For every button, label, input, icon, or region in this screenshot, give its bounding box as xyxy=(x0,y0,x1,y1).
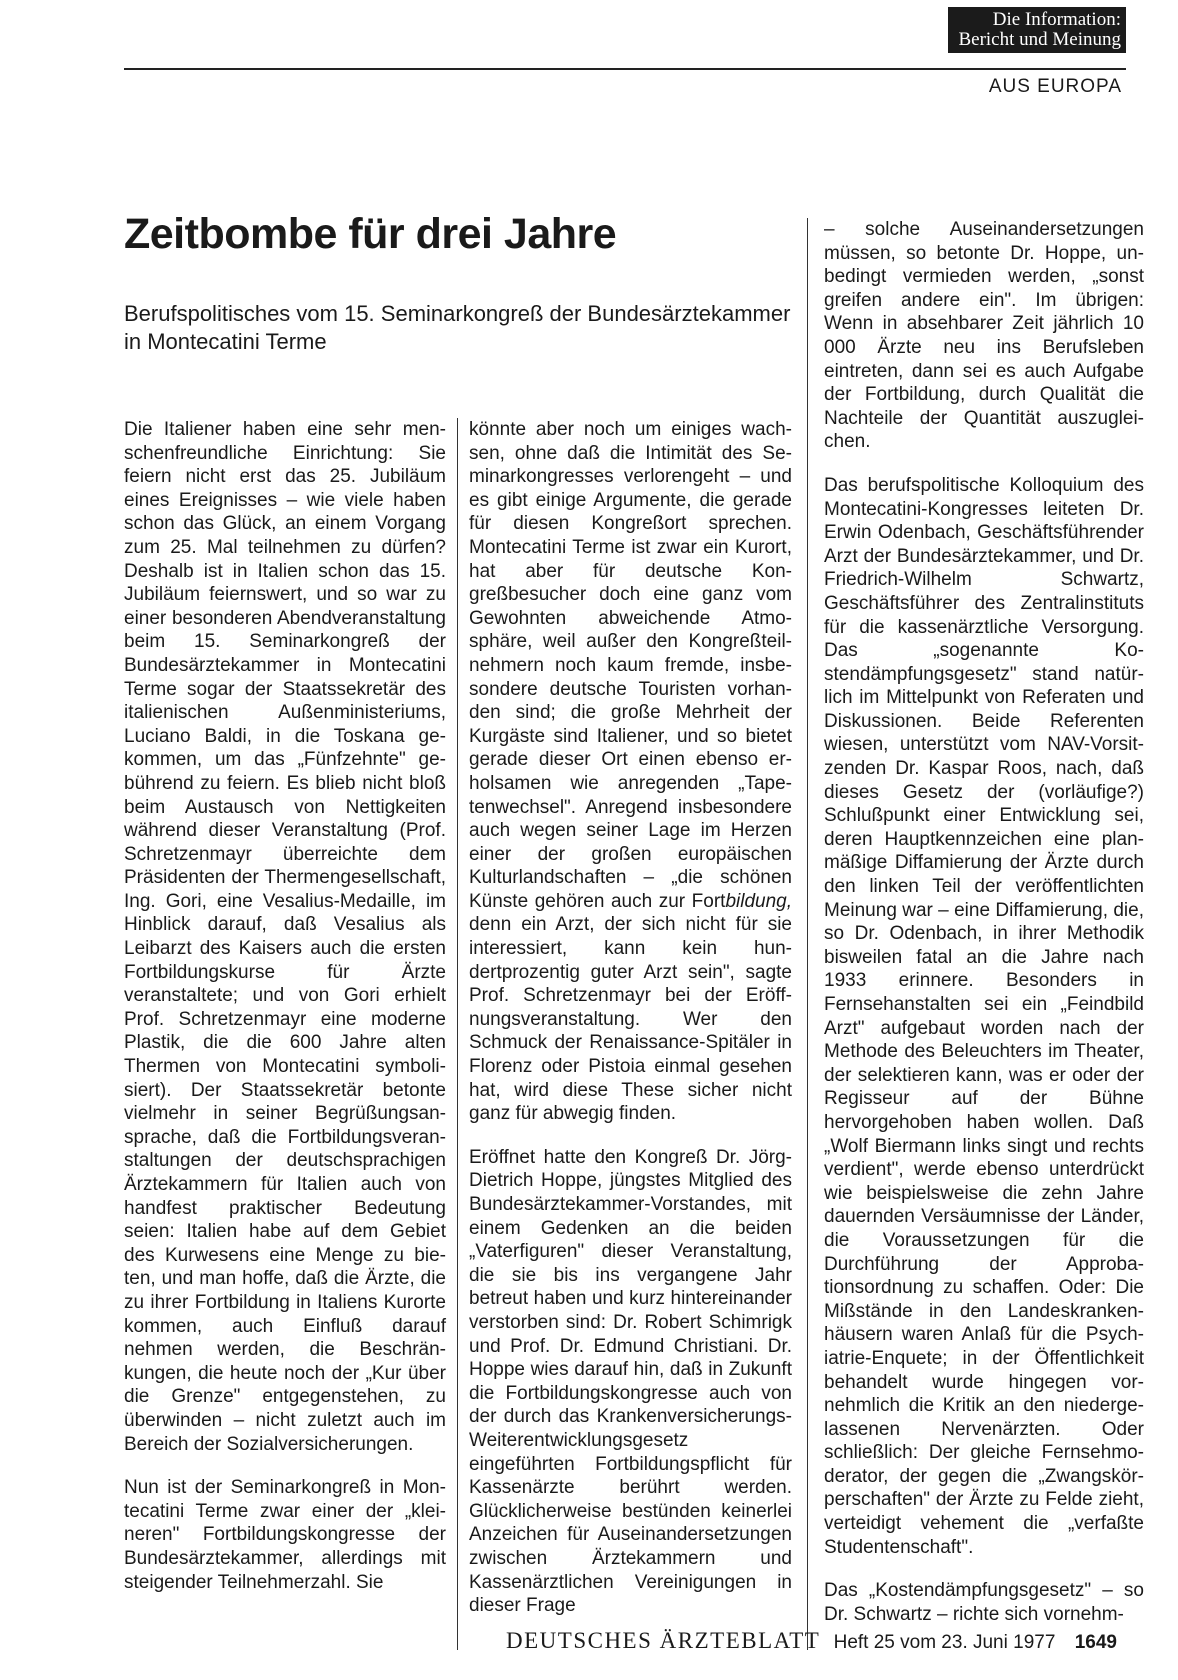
column-rule-1 xyxy=(457,418,458,1650)
paragraph: – solche Auseinandersetzungen müssen, so betonte Dr. Hoppe, unbedingt vermieden werden, „sonst greifen andere ein". Im übrigen: Wenn in absehbarer Zeit jährlich 10 000 Ärzte neu ins Berufsleben eintreten, dann sei es auch Aufgabe der Fortbildung, durch Qualität die Nachteile der Quantität auszugleichen. xyxy=(824,219,1144,453)
paragraph-text: könnte aber noch um einiges wachsen, ohne daß die Intimität des Seminarkongresses verlorengeht – und es gibt einige Argumente, die gerade für diesen Kongreßort sprechen. Montecatini Terme ist zwar ein Kurort, hat aber für deutsche Kongreßbesucher doch eine ganz vom Gewohnten abweichende Atmosphäre, weil außer den Kongreßteilnehmern noch kaum fremde, insbesondere deutsche Touristen vorhanden sind; die große Mehrheit der Kurgäste sind Italiener, und so bietet gerade dieser Ort einen ebenso erholsamen wie anregenden „Tapetenwechsel". Anregend insbesondere auch wegen seiner Lage im Herzen einer der großen europäischen Kulturlandschaften – „die schönen Künste gehören auch zur Fort xyxy=(469,419,792,912)
text-column-1 xyxy=(124,418,446,1614)
header-rule xyxy=(124,68,1126,70)
rubric-badge xyxy=(948,7,1126,53)
rubric-line-2: Bericht und Meinung xyxy=(958,29,1121,50)
paragraph xyxy=(469,418,792,1126)
page-number: 1649 xyxy=(1074,1632,1117,1653)
magazine-name: DEUTSCHES ÄRZTEBLATT xyxy=(506,1628,821,1653)
rubric-line-1: Die Information: xyxy=(992,9,1121,30)
paragraph: Das berufspolitische Kolloquium des Montecatini-Kongresses leiteten Dr. Erwin Odenbach, Geschäftsführender Arzt der Bundesärztekammer, und Dr. Friedrich-Wilhelm Schwartz, Geschäftsführer des Zentralinstituts für die kassenärztliche Versorgung. Das „sogenannte Kostendämpfungsgesetz" stand natürlich im Mittelpunkt von Referaten und Diskussionen. Beide Referenten wiesen, unterstützt vom NAV-Vorsitzenden Dr. Kaspar Roos, nach, daß dieses Gesetz der (vorläufige?) Schlußpunkt einer Entwicklung sei, deren Hauptkennzeichen eine planmäßige Diffamierung der Ärzte durch den linken Teil der veröffentlichten Meinung war – eine Diffamierung, die, so Dr. Odenbach, in ihrer Methodik bisweilen fatal an die Jahre nach 1933 erinnere. Besonders in Fernsehanstalten sei ein „Feindbild Arzt" aufgebaut worden nach der Methode des Beleuchters im Theater, der selektieren kann, was er oder der Regisseur auf der Bühne hervorgehoben haben wollen. Daß „Wolf Biermann links singt und rechts verdient", werde ebenso unterdrückt wie beispielsweise die zehn Jahre dauernden Versäumnisse der Länder, die Voraussetzungen für die Durchführung der Approbationsordnung zu schaffen. Oder: Die Mißstände in den Landeskrankenhäusern waren Anlaß für die Psychiatrie-Enquete; in der Öffentlichkeit behandelt wurde hingegen vornehmlich die Kritik an den niedergelassenen Nervenärzten. Oder schließlich: Der gleiche Fernsehmoderator, der gegen die „Zwangskörperschaften" der Ärzte zu Felde zieht, verteidigt vehement die „verfaßte Studentenschaft". xyxy=(824,474,1144,1558)
section-label: AUS EUROPA xyxy=(988,76,1122,97)
text-column-3 xyxy=(824,218,1144,1646)
column-rule-2 xyxy=(807,218,808,1650)
paragraph: Nun ist der Seminarkongreß in Montecatini Terme zwar einer der „kleineren" Fortbildungskongresse der Bundesärztekammer, allerdings mit steigender Teilnehmerzahl. Sie xyxy=(124,1477,446,1593)
paragraph: Die Italiener haben eine sehr menschenfreundliche Einrichtung: Sie feiern nicht erst das 25. Jubiläum eines Ereignisses – wie viele haben schon das Glück, an einem Vorgang zum 25. Mal teilnehmen zu dürfen? Deshalb ist in Italien schon das 15. Jubiläum feiernswert, und so war zu einer besonderen Abendveranstaltung beim 15. Seminarkongreß der Bundesärztekammer in Montecatini Terme sogar der Staatssekretär des italienischen Außenministeriums, Luciano Baldi, in die Toskana gekommen, um das „Fünfzehnte" gebührend zu feiern. Es blieb nicht bloß beim Austausch von Nettigkeiten während dieser Veranstaltung (Prof. Schretzenmayr überreichte dem Präsidenten der Thermengesellschaft, Ing. Gori, eine Vesalius-Medaille, im Hinblick darauf, daß Vesalius als Leibarzt des Kaisers auch die ersten Fortbildungskurse für Ärzte veranstaltete; und von Gori erhielt Prof. Schretzenmayr eine moderne Plastik, die die 600 Jahre alten Thermen von Montecatini symbolisiert). Der Staatssekretär betonte vielmehr in seiner Begrüßungsansprache, daß die Fortbildungsveranstaltungen der deutschsprachigen Ärztekammern für Italien auch von handfest praktischer Bedeutung seien: Italien habe auf dem Gebiet des Kurwesens eine Menge zu bieten, und man hoffe, daß die Ärzte, die zu ihrer Fortbildung in Italiens Kurorte kommen, auch Einfluß darauf nehmen werden, die Beschränkungen, die heute noch der „Kur über die Grenze" entgegenstehen, zu überwinden – nicht zuletzt auch im Bereich der Sozialversicherungen. xyxy=(124,419,446,1455)
issue-info: Heft 25 vom 23. Juni 1977 xyxy=(833,1632,1056,1653)
text-column-2 xyxy=(469,418,792,1638)
paragraph-text: denn ein Arzt, der sich nicht für sie interessiert, kann kein hundertprozentig guter Arzt sein", sagte Prof. Schretzenmayr bei der Eröffnungsveranstaltung. Wer den Schmuck der Renaissance-Spitäler in Florenz oder Pistoia einmal gesehen hat, wird diese These sicher nicht ganz für abwegig finden. xyxy=(469,914,792,1125)
paragraph: Das „Kostendämpfungsgesetz" – so Dr. Schwartz – richte sich vornehm- xyxy=(824,1580,1144,1625)
article-subtitle: Berufspolitisches vom 15. Seminarkongreß der Bundesärztekammer in Montecatini Terme xyxy=(124,301,791,354)
page-footer xyxy=(506,1628,1117,1654)
paragraph: Eröffnet hatte den Kongreß Dr. Jörg-Dietrich Hoppe, jüngstes Mitglied des Bundesärztekammer-Vorstandes, mit einem Gedenken an die beiden „Vaterfiguren" dieser Veranstaltung, die sie bis ins vergangene Jahr betreut haben und kurz hintereinander verstorben sind: Dr. Robert Schimrigk und Prof. Dr. Edmund Christiani. Dr. Hoppe wies darauf hin, daß in Zukunft die Fortbildungskongresse auch von der durch das Krankenversicherungs-Weiterentwicklungsgesetz eingeführten Fortbildungspflicht für Kassenärzte berührt werden. Glücklicherweise bestünden keinerlei Anzeichen für Auseinandersetzungen zwischen Ärztekammern und Kassenärztlichen Vereinigungen in dieser Frage xyxy=(469,1146,792,1617)
emphasis-text: bildung, xyxy=(725,890,792,912)
article-title: Zeitbombe für drei Jahre xyxy=(124,210,617,258)
